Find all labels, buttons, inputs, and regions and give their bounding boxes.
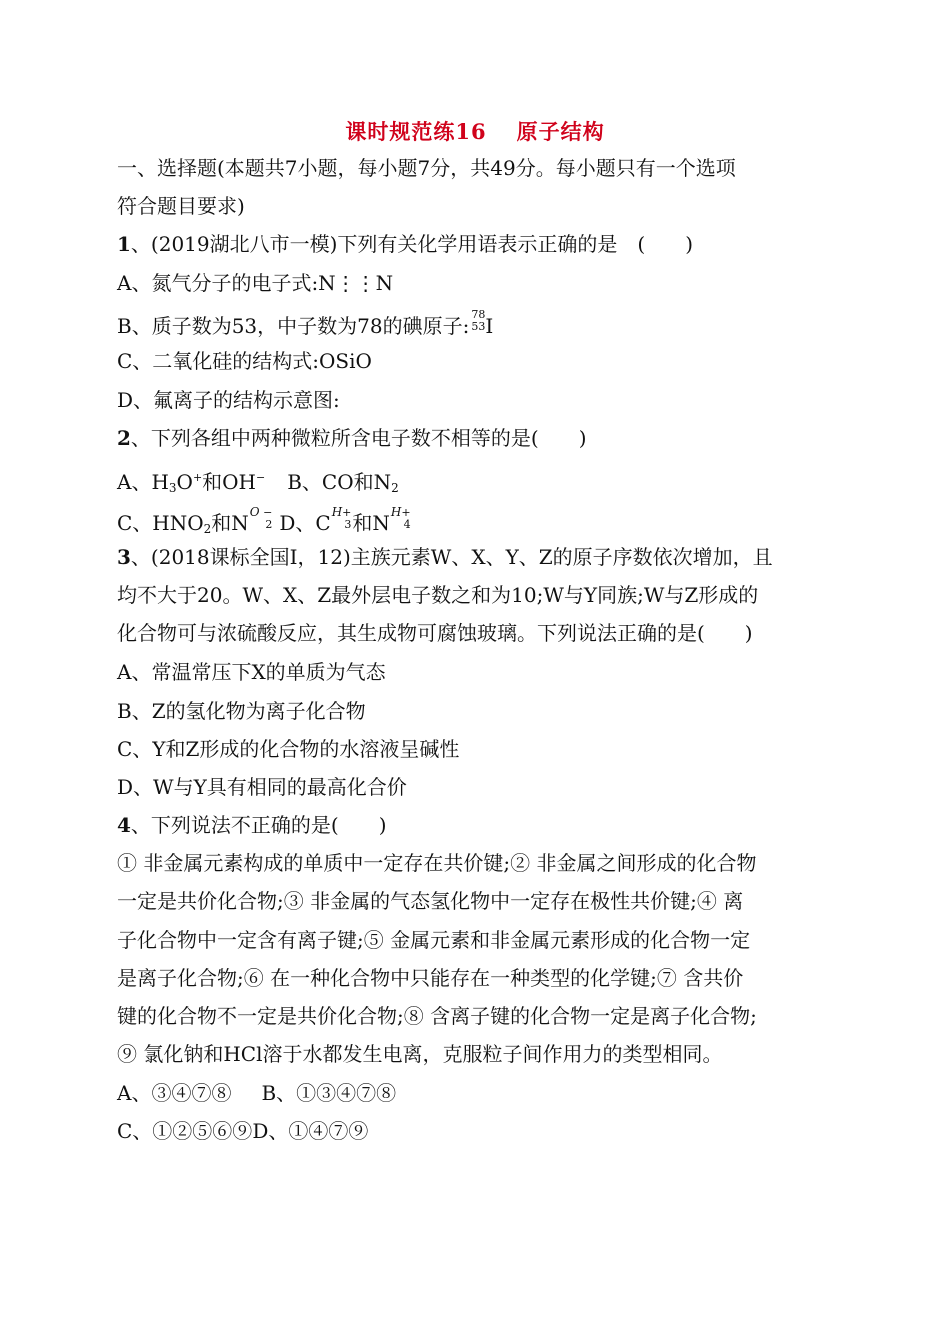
page-title [0, 116, 950, 146]
q4-option-c: C、①②⑤⑥⑨ [117, 1119, 253, 1143]
q1-option-c: C、二氧化硅的结构式:OSiO [117, 349, 372, 373]
q4-statement-line1: ① 非金属元素构成的单质中一定存在共价键;② 非金属之间形成的化合物 [117, 851, 757, 875]
q4-statement-line3: 子化合物中一定含有离子键;⑤ 金属元素和非金属元素形成的化合物一定 [117, 928, 751, 952]
q2-number: 2 [117, 426, 131, 450]
q4-options-ab [117, 1080, 396, 1106]
q1-option-b: B、质子数为53，中子数为78的碘原子: 78 53 I [117, 308, 494, 338]
q4-stem: 4、下列说法不正确的是( ) [117, 813, 387, 837]
iodine-isotope-notation: 78 53 [471, 308, 486, 333]
q2-options-cd: C、$HNO_2$和N O − 2 D、C H+ 3 和N H+ 4 [117, 505, 411, 536]
q3-stem-line1: 3、(2018课标全国Ⅰ，12)主族元素W、X、Y、Z的原子序数依次增加，且 [117, 545, 773, 569]
q4-option-b: B、①③④⑦⑧ [261, 1081, 397, 1105]
q3-number: 3 [117, 545, 131, 569]
q4-number: 4 [117, 813, 131, 837]
q4-option-d: D、①④⑦⑨ [252, 1119, 369, 1143]
q1-stem: 1、(2019湖北八市一模)下列有关化学用语表示正确的是 ( ) [117, 232, 694, 256]
q1-option-a: A、氮气分子的电子式:N⋮⋮N [117, 271, 394, 295]
q4-options-cd [117, 1118, 368, 1144]
section-heading-line2: 符合题目要求) [117, 194, 245, 218]
q3-stem-line2: 均不大于20。W、X、Z最外层电子数之和为10;W与Y同族;W与Z形成的 [117, 583, 759, 607]
q3-option-b: B、Z的氢化物为离子化合物 [117, 699, 366, 723]
q1-option-d: D、氟离子的结构示意图: [117, 388, 340, 412]
title-sub: 原子结构 [516, 119, 605, 144]
q4-statement-line4: 是离子化合物;⑥ 在一种化合物中只能存在一种类型的化学键;⑦ 含共价 [117, 966, 744, 990]
q4-statement-line2: 一定是共价化合物;③ 非金属的气态氢化物中一定存在极性共价键;④ 离 [117, 889, 744, 913]
q1-number: 1 [117, 232, 131, 256]
q3-option-d: D、W与Y具有相同的最高化合价 [117, 775, 407, 799]
title-main: 课时规范练16 [345, 119, 487, 144]
q4-option-a: A、③④⑦⑧ [117, 1081, 232, 1105]
q3-option-c: C、Y和Z形成的化合物的水溶液呈碱性 [117, 737, 460, 761]
q2-options-ab: A、$H_3O^+$和OH− B、CO和$N_2$ [117, 470, 399, 495]
q4-statement-line6: ⑨ 氯化钠和HCl溶于水都发生电离，克服粒子间作用力的类型相同。 [117, 1042, 723, 1066]
q2-stem: 2、下列各组中两种微粒所含电子数不相等的是( ) [117, 426, 587, 450]
q4-statement-line5: 键的化合物不一定是共价化合物;⑧ 含离子键的化合物一定是离子化合物; [117, 1004, 757, 1028]
q3-option-a: A、常温常压下X的单质为气态 [117, 660, 386, 684]
q3-stem-line3: 化合物可与浓硫酸反应，其生成物可腐蚀玻璃。下列说法正确的是( ) [117, 621, 753, 645]
section-heading-line1: 一、选择题(本题共7小题，每小题7分，共49分。每小题只有一个选项 [117, 156, 736, 180]
